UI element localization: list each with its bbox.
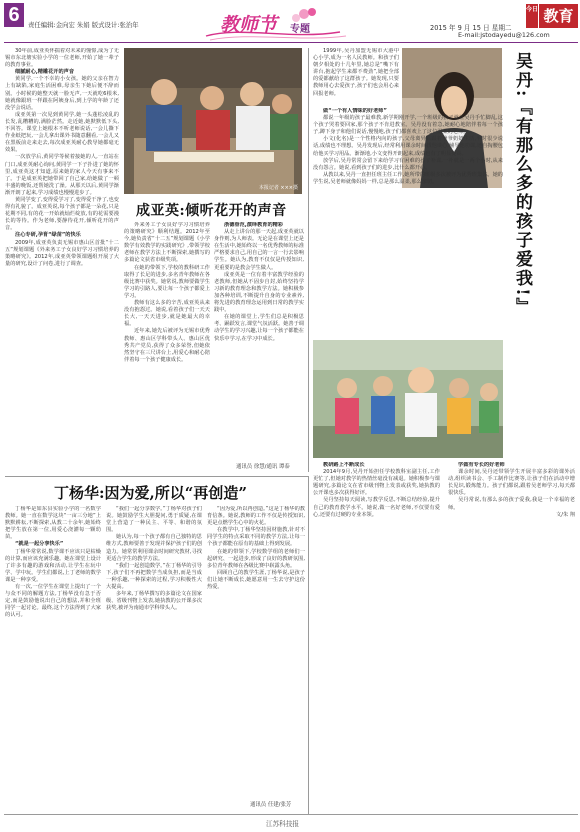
- paragraph: 多年来,丁杨华撰写的多篇论文在国家级、省级刊物上发表,她执教的公开课多次获奖,被评为南通市学科带头人。: [106, 591, 202, 612]
- paragraph: 从教以来,吴丹一直担任班主任工作,她所带的班级多次被评为优秀班集体。她的学生说,吴老师就像妈妈一样,总是那么温柔,那么亲切。: [313, 171, 503, 185]
- paragraph: 2014年9月,吴丹开始担任学校教科室副主任,工作更忙了,但她对教学的热情丝毫没有减退。她积极参与课题研究,多篇论文在省市级刊物上发表或获奖,她执教的公开课也多次获得好评。: [313, 469, 440, 497]
- footer-rule: [4, 814, 578, 815]
- byline: 文/朱 翔: [556, 511, 575, 518]
- paragraph: 丁杨华常常说,数学课不应该只是枯燥的计算,而应该充满乐趣。她在课堂上设计了许多有趣的游戏和活动,让学生在玩中学、学中玩。学生们都说,上丁老师的数学课是一种享受。: [5, 548, 101, 583]
- paragraph: “我们一起分享数学。”丁杨华对孩子们说。她鼓励学生大胆提问,勇于质疑,在课堂上营造了一种民主、平等、和谐的氛围。: [106, 506, 202, 534]
- article2-photo-2: [313, 340, 503, 458]
- paragraph: 30年前,成亚英怀揣着对未来的憧憬,成为了无锡市东北塘实验小学的一位老师,开始了她一辈子的教育事业。: [5, 48, 119, 69]
- paragraph: 一次放学后,黄同学等候着接她的人,一直站在门口,成亚英耐心询问,黄同学一下子扑进了她的怀里,成亚英这才知道,原来她的家人今天有事来不了。于是成亚英把她带回了自己家,给她做了一顿丰盛的晚饭,还帮她洗了澡。从那天以后,黄同学渐渐开朗了起来,学习成绩也慢慢进步了。: [5, 154, 119, 196]
- subheading: 教研路上不断成长: [323, 462, 365, 468]
- photo-caption: 本报记者 ×××摄: [258, 185, 298, 191]
- subheading: 注心专研,孕育“绿苗”的快乐: [15, 232, 81, 239]
- paragraph: 她认为,每一个孩子都有自己独特的思维方式,教师要善于发现并保护孩子们的创造力。她常常利用课余时间研究教材,寻找更适合学生的教学方法。: [106, 534, 202, 562]
- paragraph: 有一次,一位学生在课堂上提出了一个与众不同的解题方法,丁杨华没有急于否定,而是鼓励他说出自己的想法,并和全班同学一起讨论。最终,这个方法得到了大家的认可。: [5, 584, 101, 619]
- subheading: 学做有专长的好老师: [458, 462, 505, 468]
- paragraph: 课余时间,吴丹还带领学生开展丰富多彩的课外活动,组织读书会、手工制作比赛等,让孩子们在活动中增长见识,锻炼能力。孩子们都说,跟着吴老师学习,每天都很快乐。: [448, 469, 575, 497]
- paragraph: 在她的课堂上,学生们总是积极思考、踊跃发言,课堂气氛活跃。她善于调动学生的学习兴趣,让每一个孩子都能在快乐中学习,在学习中成长。: [214, 314, 304, 342]
- article3-col1: [5, 506, 101, 806]
- article1-title: 成亚英:倾听花开的声音: [136, 203, 287, 219]
- masthead-subtitle: 专题: [290, 24, 310, 35]
- paragraph: 成亚英第一次见到黄同学,她一头蓬松凌乱的长发,乱糟糟的,满脸茫然。走近她,她默默低下头,不回答。课堂上她根本不听老师说话,一会儿撕下作业纸把玩,一会儿拿出课外书随意翻看,一会儿又在黑板前走来走去,每次成亚英耐心教导她都毫无效果。: [5, 111, 119, 154]
- page-number: 6: [4, 3, 24, 27]
- article2-col-bottom: [313, 462, 575, 802]
- paragraph: “我们一起创造数学。”在丁杨华的引导下,孩子们不再把数学当成负担,而是当成一种乐趣,一种探索的过程,学习积极性大大提高。: [106, 562, 202, 591]
- footer-publisher: 江苏科技报: [266, 820, 299, 828]
- paragraph: 2009年,成亚英负责无锡市惠山区首批“十二五”规划课题《外来务工子女良好学习习惯培养的策略研究》。2012年,成亚英带领课题组开展了大量的研究,设计了问卷,进行了调查。: [5, 239, 119, 267]
- article1-photo: [124, 48, 302, 194]
- subheading: 浙德垂范,演绎教育的精彩: [224, 222, 284, 228]
- article3-col3: [207, 506, 305, 796]
- subheading: “就是一起分享快乐”: [15, 541, 64, 548]
- header-rule: [4, 42, 578, 43]
- badge-education: 教育: [539, 4, 578, 28]
- badge-today: 今日: [526, 4, 538, 28]
- paragraph: 教师有这么多的辛苦,成亚英从来没有抱怨过。她说,看着孩子们一天天长大,一天天进步,就是她最大的幸福。: [124, 300, 210, 328]
- date-line: 2015 年 9 月 15 日 星期二: [430, 24, 512, 32]
- paragraph: 小文(化名)是一个性格内向的孩子,父母离异后跟着爷爷奶奶生活,平时很少说话,成绩也不理想。吴丹发现后,经常利用课余时间找他谈心,辅导他功课,还自掏腰包给他买学习用品。渐渐地,小文变得开朗起来,成绩也有了明显提高。: [313, 136, 503, 157]
- subheading: 细腻耐心,精雕花开的声音: [15, 69, 75, 76]
- article3-byline: 通讯员 任建/张芳: [250, 802, 292, 808]
- masthead-title: 教师节: [220, 14, 278, 36]
- paragraph: 外来务工子女良好学习习惯培养的策略研究》顺利结题。2012年至今,她负责省“十二五”规划课题《小学数学有效教学的实践研究》,带领学校老师在教学方法上不断探索,她撰写的多篇论文获省市级奖项。: [124, 222, 210, 264]
- article1-col1: [5, 48, 119, 472]
- article3-col2: [106, 506, 202, 806]
- article1-byline: 通讯员 徐慧/通讯 谭泰: [236, 464, 290, 470]
- vertical-divider-lower: [308, 476, 309, 814]
- article2-col-mid: [313, 108, 503, 338]
- article2-intro: [313, 48, 399, 106]
- masthead-banner: [200, 6, 350, 42]
- paragraph: 吴丹坚持每天阅读,写教学反思,不断总结经验,提升自己的教育教学水平。她说,做一名好老师,不仅要有爱心,还要有过硬的专业本领。: [313, 497, 440, 518]
- paragraph: 成亚英是一位有着丰富教学经验的老教师,但她从不固步自封,始终坚持学习新的教育理念和教学方法。她积极参加各种培训,不断提升自身的专业素养,将先进的教育理念运用到日常的教学实践中。: [214, 271, 304, 314]
- section-divider: [5, 476, 308, 477]
- paragraph: 从走上讲台的那一天起,成亚英就以身作则,为人师表。无论是在课堂上还是在生活中,她始终以一名优秀教师的标准严格要求自己,用自己的一言一行去影响学生。她认为,教育不仅仅是传授知识,更重要的是教会学生做人。: [214, 229, 304, 271]
- paragraph: 近年来,她先后被评为无锡市优秀教师、惠山区学科带头人、惠山区优秀共产党员,获得了众多荣誉,但她依然坚守在三尺讲台上,用爱心和耐心陪伴着每一个孩子健康成长。: [124, 328, 210, 363]
- article2-title-text: 吴丹:『有那么多的孩子爱我!』: [512, 52, 532, 317]
- paragraph: 丁杨华是如东县实验小学的一名数学教师。她一直在数学这块“一亩三分地”上默默耕耘,不断探索,从教二十余年,她始终把学生放在第一位,用爱心浇灌每一颗幼苗。: [5, 506, 101, 541]
- vertical-divider: [308, 48, 309, 472]
- article1-col3: [214, 222, 304, 462]
- paragraph: 回顾自己的教学生涯,丁杨华说,是孩子们让她不断成长,她愿意用一生去守护这份热爱。: [207, 569, 305, 591]
- editor-meta: 责任编辑:金向宏 朱娟 版式设计:张治年: [28, 21, 139, 29]
- article3-title: 丁杨华:因为爱,所以“再创造”: [54, 484, 248, 502]
- paragraph: 在她的带领下,学校的教科研工作取得了长足的进步,多名青年教师在各级比赛中获奖。她常说,教师要做学生学习的引路人,要让每一个孩子都爱上学习。: [124, 264, 210, 299]
- paragraph: 在教学中,丁杨华坚持因材施教,针对不同学生的特点采取不同的教学方法,让每一个孩子都能在原有的基础上得到发展。: [207, 527, 305, 548]
- paragraph: 吴丹常说,有那么多的孩子爱我,我是一个幸福的老师。: [448, 497, 575, 511]
- paragraph: 在她的带领下,学校数学组的老师们一起研究、一起进步,形成了良好的教研氛围,多位青年教师在各级比赛中崭露头角。: [207, 548, 305, 569]
- section-badge: [526, 4, 578, 28]
- article2-title: [510, 52, 576, 392]
- page-header: [0, 0, 580, 44]
- paragraph: 黄同学,一个不幸的小女孩。她的父亲在智力上有缺陷,家庭生活困难,母亲生下她后便不辞而别。小时候的她整天就一脸无声,一天就吃6根米,她就像跟班一样跟在阿姨身后,到上学的年龄了还没学会说话。: [5, 76, 119, 111]
- paragraph: 放学后,吴丹常常会留下来给学习有困难的孩子补课,一补就是一两个小时,从来没有怨言。她说,看到孩子们的进步,比什么都开心。: [313, 157, 503, 171]
- article1-col2: [124, 222, 210, 472]
- subheading: 做“一个有人情味的好老师”: [323, 108, 387, 114]
- paragraph: “因为爱,所以再创造。”这是丁杨华的教育信条。她说,教师的工作不仅是传授知识,更是点燃学生心中的火花。: [207, 506, 305, 527]
- paragraph: 黄同学变了,变得爱学习了,变得爱干净了,也变得有礼貌了。成亚英说,每个孩子都是一朵花,只是花期不同,有的花一开始就灿烂绽放,有的花需要漫长的等待。作为老师,要静待花开,倾听花开的声音。: [5, 196, 119, 232]
- email: E-mail:jstodayedu@126.com: [458, 31, 550, 39]
- paragraph: 都说一年级的孩子最难教,新学期刚开学,一个班级的孩子就让吴丹手忙脚乱,这个孩子哭着要回家,那个孩子不肯进教室。吴丹没有着急,她耐心地陪伴着每一个孩子,蹲下身子和他们说话,慢慢地,孩子们都喜欢上了这位温柔的老师。: [313, 115, 503, 136]
- paragraph: 1999年,吴丹加盟无锡市大港中心小学,成为一名人民教师。和孩子们朝夕相处的十几年里,她总是“嘴下有讲台,抱起学生来都不费劲”,她把全部的爱都献给了这群孩子。她发现,只要教师用心去爱孩子,孩子们也会用心来回报老师。: [313, 48, 399, 97]
